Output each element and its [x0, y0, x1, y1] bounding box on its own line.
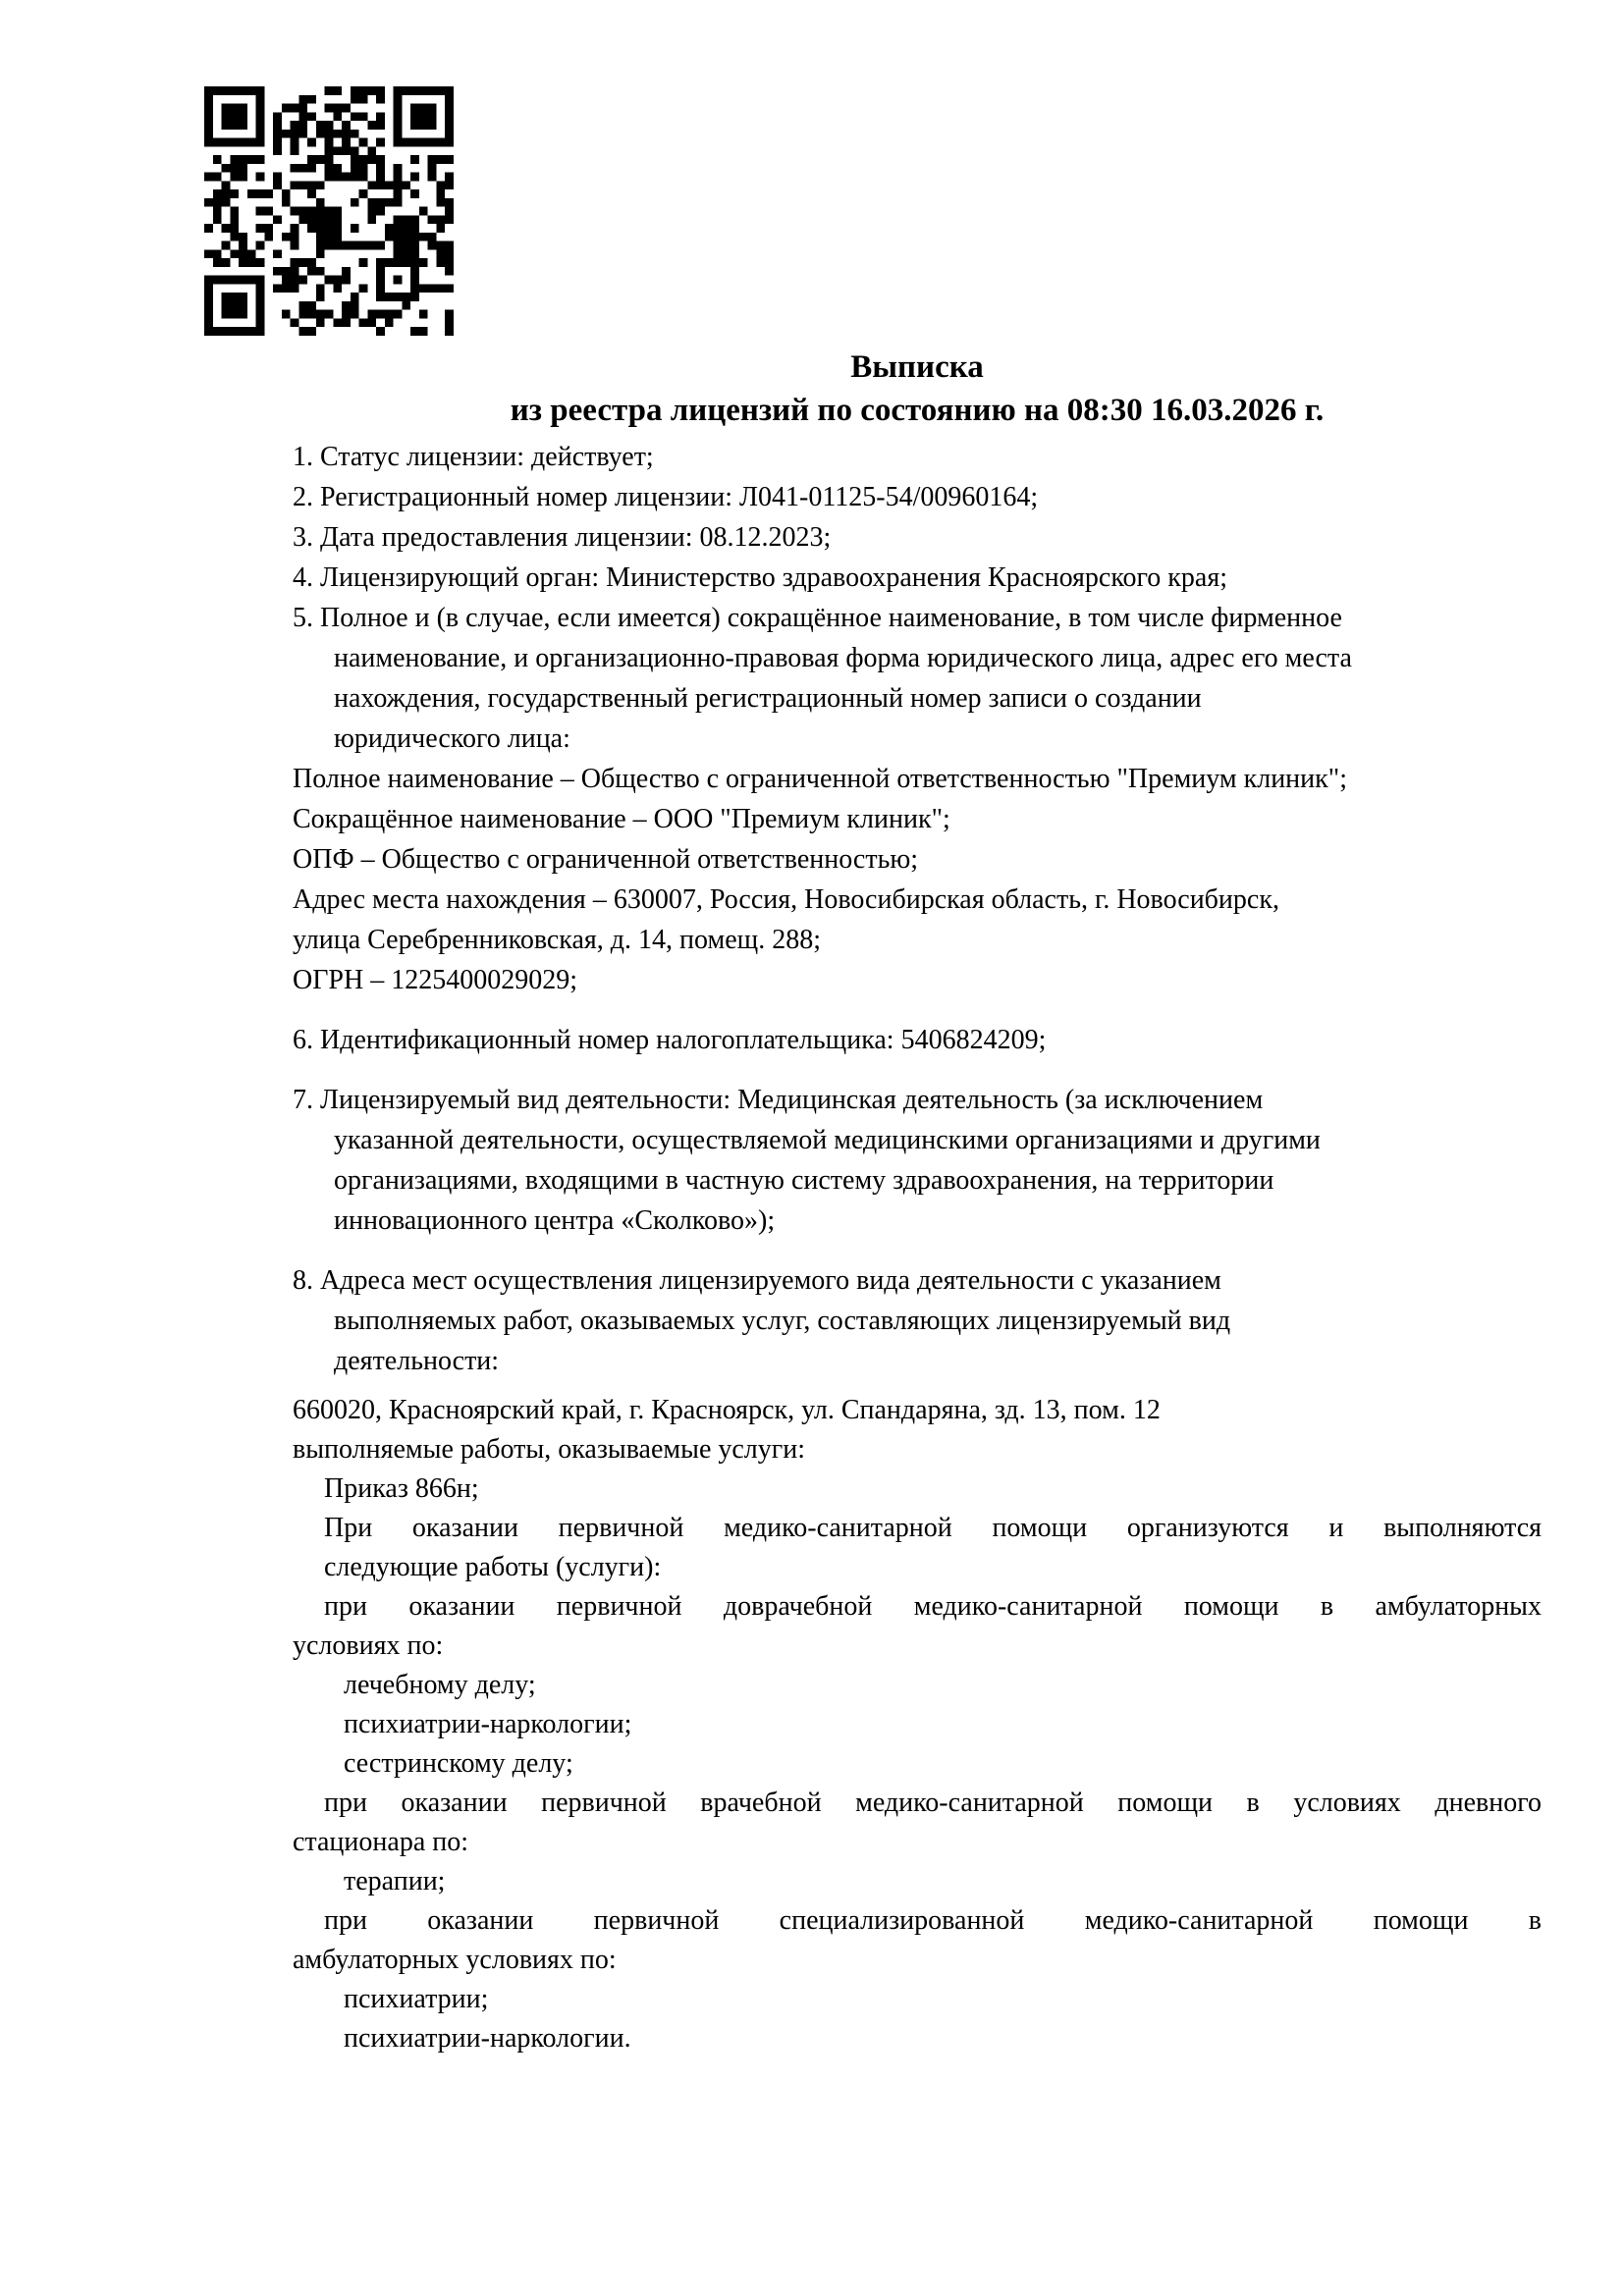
document-line: 8. Адреса мест осуществления лицензируемого вида деятельности с указанием — [293, 1265, 1221, 1296]
document-line: 7. Лицензируемый вид деятельности: Медицинская деятельность (за исключением — [293, 1085, 1264, 1115]
document-line: сестринскому делу; — [344, 1748, 573, 1779]
document-line: Сокращённое наименование – ООО "Премиум клиник"; — [293, 804, 950, 834]
document-line: юридического лица: — [334, 723, 570, 754]
document-line: Приказ 866н; — [324, 1473, 479, 1504]
document-line: психиатрии-наркологии. — [344, 2023, 631, 2054]
document-line: терапии; — [344, 1866, 446, 1896]
document-line: лечебному делу; — [344, 1670, 536, 1700]
document-line: нахождения, государственный регистрационный номер записи о создании — [334, 683, 1202, 714]
document-line: 1. Статус лицензии: действует; — [293, 442, 654, 472]
document-line: психиатрии-наркологии; — [344, 1709, 632, 1739]
document-line: Полное наименование – Общество с ограниченной ответственностью "Премиум клиник"; — [293, 764, 1347, 794]
page-title: Выписка — [850, 349, 984, 385]
document-line: Адрес места нахождения – 630007, Россия, Новосибирская область, г. Новосибирск, — [293, 884, 1279, 915]
document-line: организациями, входящими в частную систему здравоохранения, на территории — [334, 1165, 1274, 1196]
document-line: при оказании первичной доврачебной медико-санитарной помощи в амбулаторных — [324, 1591, 1542, 1622]
document-line: выполняемые работы, оказываемые услуги: — [293, 1434, 806, 1465]
page-subtitle: из реестра лицензий по состоянию на 08:30 16.03.2026 г. — [510, 393, 1325, 428]
document-line: 660020, Красноярский край, г. Красноярск, ул. Спандаряна, зд. 13, пом. 12 — [293, 1395, 1161, 1425]
document-line: 3. Дата предоставления лицензии: 08.12.2023; — [293, 522, 832, 553]
document-line: при оказании первичной врачебной медико-санитарной помощи в условиях дневного — [324, 1788, 1542, 1818]
document-line: ОПФ – Общество с ограниченной ответственностью; — [293, 844, 919, 875]
document-line: указанной деятельности, осуществляемой медицинскими организациями и другими — [334, 1125, 1321, 1155]
document-line: 5. Полное и (в случае, если имеется) сокращённое наименование, в том числе фирменное — [293, 603, 1342, 633]
document-line: наименование, и организационно-правовая форма юридического лица, адрес его места — [334, 643, 1352, 673]
document-line: психиатрии; — [344, 1984, 489, 2014]
document-line: следующие работы (услуги): — [324, 1552, 662, 1582]
document-line: стационара по: — [293, 1827, 469, 1857]
document-line: деятельности: — [334, 1346, 500, 1376]
document-line: амбулаторных условиях по: — [293, 1945, 617, 1975]
document-line: при оказании первичной специализированной медико-санитарной помощи в — [324, 1905, 1542, 1936]
document-line: 2. Регистрационный номер лицензии: Л041-01125-54/00960164; — [293, 482, 1039, 512]
document-line: ОГРН – 1225400029029; — [293, 965, 577, 995]
document-line: выполняемых работ, оказываемых услуг, составляющих лицензируемый вид — [334, 1306, 1231, 1336]
document-header — [293, 346, 1542, 432]
document-line: условиях по: — [293, 1630, 444, 1661]
document-line: 6. Идентификационный номер налогоплательщика: 5406824209; — [293, 1025, 1047, 1055]
document-line: При оказании первичной медико-санитарной помощи организуются и выполняются — [324, 1513, 1542, 1543]
document-line: улица Серебренниковская, д. 14, помещ. 288; — [293, 925, 821, 955]
document-line: инновационного центра «Сколково»); — [334, 1205, 776, 1236]
document-section-upper — [293, 437, 1542, 1381]
qr-code-icon — [204, 86, 454, 336]
document-body — [293, 437, 1542, 2058]
document-line: 4. Лицензирующий орган: Министерство здравоохранения Красноярского края; — [293, 562, 1227, 593]
document-section-services — [293, 1391, 1542, 2058]
